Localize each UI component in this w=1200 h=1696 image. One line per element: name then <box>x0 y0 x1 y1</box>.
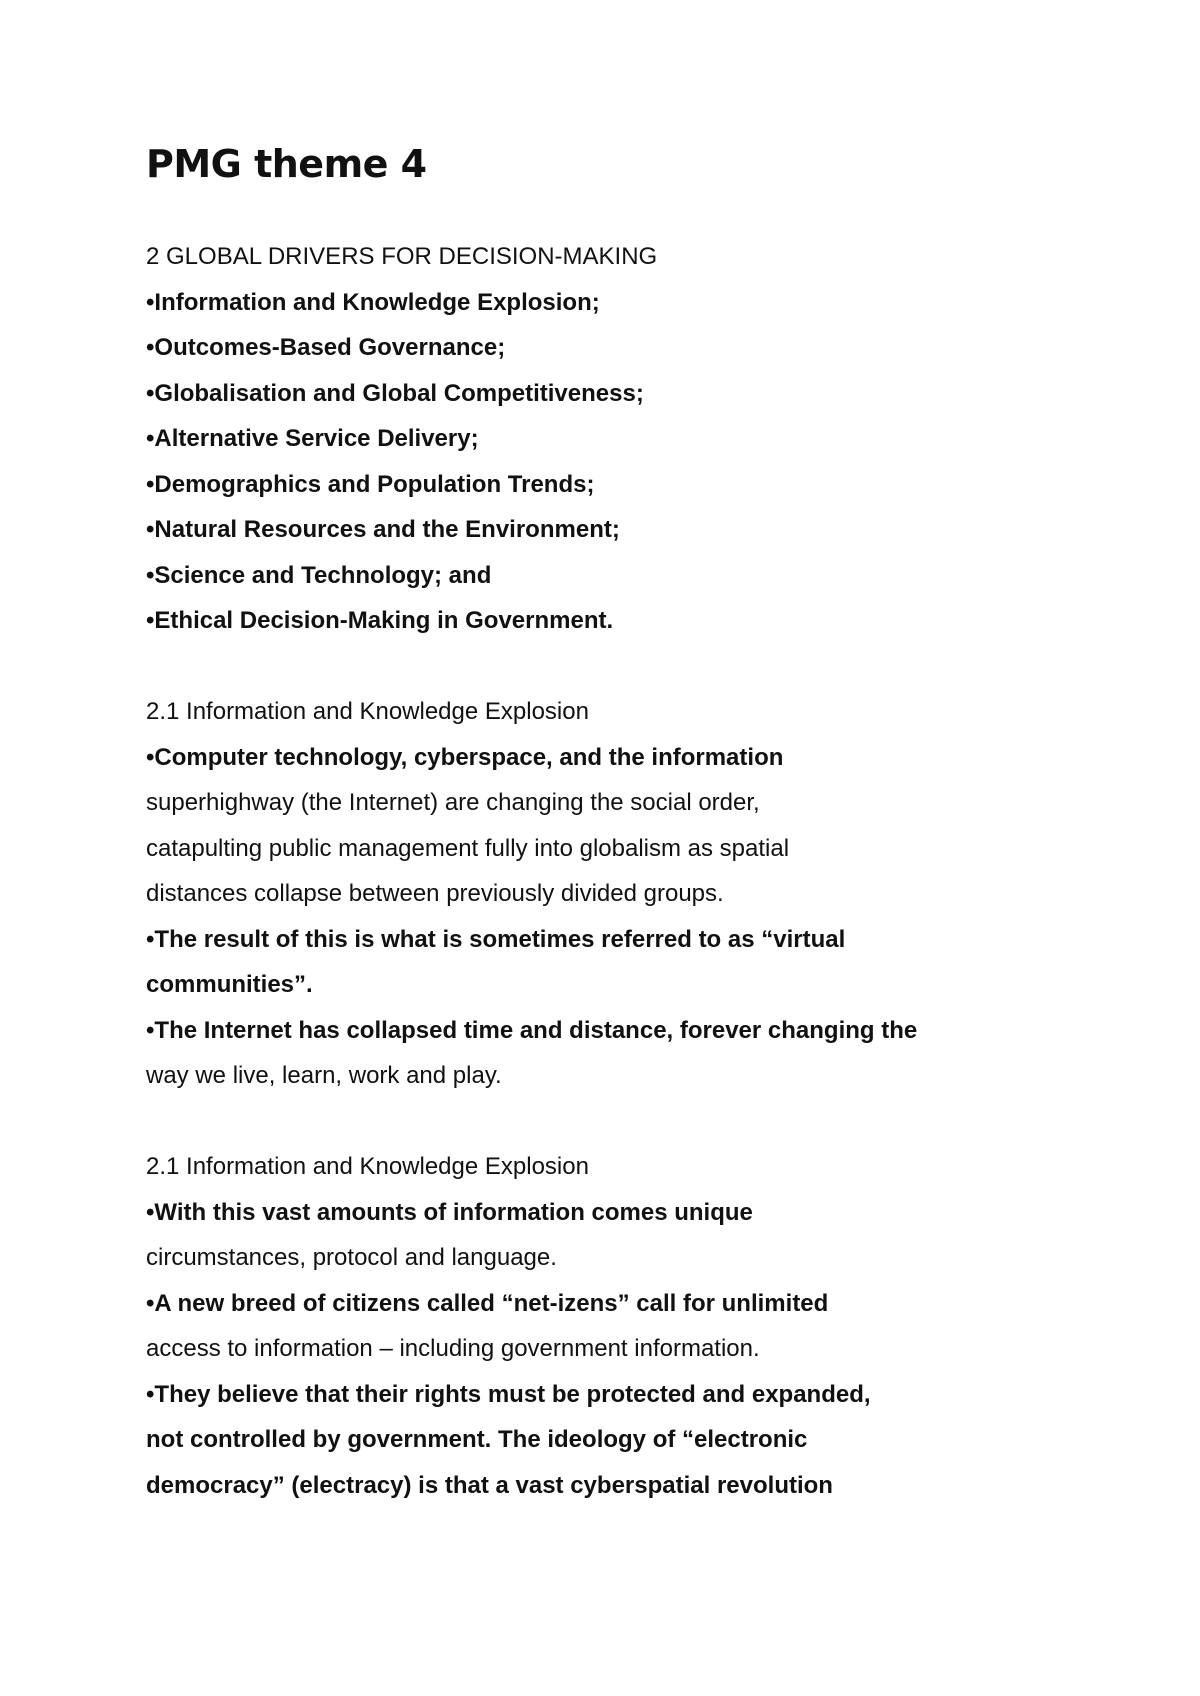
body-text-line: way we live, learn, work and play. <box>146 1062 502 1089</box>
body-text-line: distances collapse between previously divided groups. <box>146 880 724 907</box>
bullet-text-line: •With this vast amounts of information comes unique <box>146 1198 753 1226</box>
bullet-item: •Alternative Service Delivery; <box>146 425 479 452</box>
body-text-line: not controlled by government. The ideology of “electronic <box>146 1426 808 1453</box>
section-info-explosion-2 <box>146 1144 1106 1508</box>
bullet-item: •Science and Technology; and <box>146 561 492 589</box>
bullet-item: •Natural Resources and the Environment; <box>146 516 620 543</box>
bullet-item: •Information and Knowledge Explosion; <box>146 288 600 316</box>
body-text-line: catapulting public management fully into globalism as spatial <box>146 834 790 862</box>
body-text-line: democracy” (electracy) is that a vast cyberspatial revolution <box>146 1471 833 1499</box>
document-page <box>146 140 1106 1508</box>
section-heading: 2.1 Information and Knowledge Explosion <box>146 698 589 725</box>
document-title: PMG theme 4 <box>146 142 427 186</box>
bullet-item: •Globalisation and Global Competitiveness; <box>146 379 644 407</box>
bullet-item: •Outcomes-Based Governance; <box>146 334 506 361</box>
body-text-line: circumstances, protocol and language. <box>146 1244 557 1271</box>
section-heading: 2.1 Information and Knowledge Explosion <box>146 1153 589 1180</box>
paragraph-gap <box>146 644 1106 690</box>
body-text-line: access to information – including government information. <box>146 1335 760 1362</box>
bullet-text-line: •Computer technology, cyberspace, and the information <box>146 743 784 771</box>
section-global-drivers <box>146 234 1106 644</box>
bullet-item: •Ethical Decision-Making in Government. <box>146 607 614 634</box>
body-text-line: communities”. <box>146 971 313 998</box>
paragraph-gap <box>146 1099 1106 1145</box>
body-text-line: superhighway (the Internet) are changing the social order, <box>146 789 760 816</box>
bullet-text-line: •The Internet has collapsed time and distance, forever changing the <box>146 1016 918 1044</box>
bullet-text-line: •They believe that their rights must be protected and expanded, <box>146 1380 871 1408</box>
bullet-item: •Demographics and Population Trends; <box>146 470 595 498</box>
section-info-explosion-1 <box>146 689 1106 1099</box>
bullet-text-line: •A new breed of citizens called “net-izens” call for unlimited <box>146 1289 829 1317</box>
section-heading: 2 GLOBAL DRIVERS FOR DECISION-MAKING <box>146 243 658 270</box>
bullet-text-line: •The result of this is what is sometimes referred to as “virtual <box>146 925 846 953</box>
